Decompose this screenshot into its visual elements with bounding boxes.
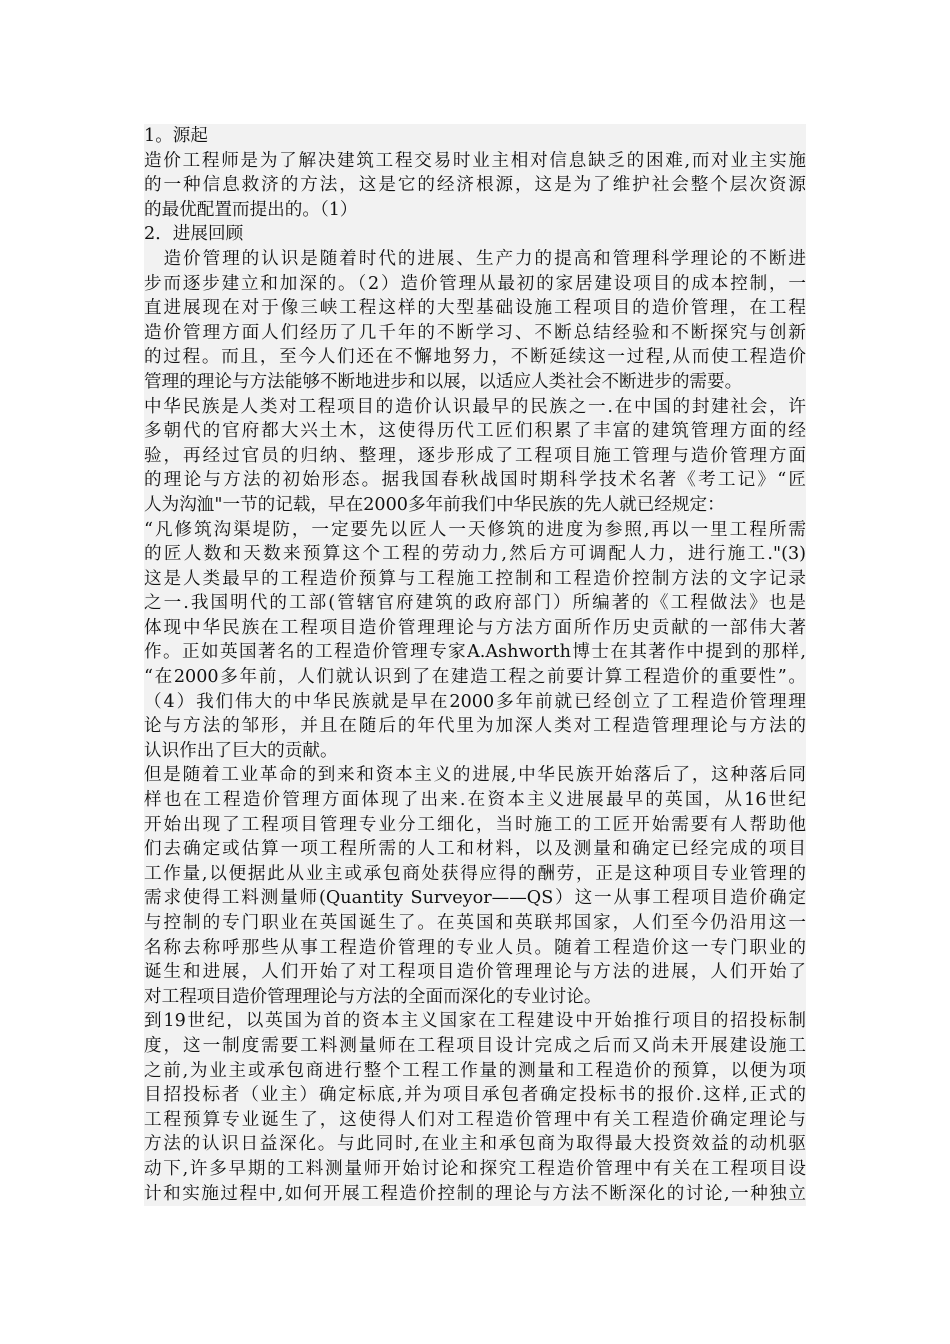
text-line: 与控制的专门职业在英国诞生了。在英国和英联邦国家，人们至今仍沿用这一 — [144, 913, 806, 933]
text-line: 管理的理论与方法能够不断地进步和以展，以适应人类社会不断进步的需要。 — [144, 371, 743, 392]
text-line: 的匠人数和天数来预算这个工程的劳动力,然后方可调配人力，进行施工."(3) — [144, 544, 806, 565]
text-line: 造价工程师是为了解决建筑工程交易时业主相对信息缺乏的困难,而对业主实施 — [144, 150, 806, 171]
text-line: 对工程项目造价管理理论与方法的全面而深化的专业讨论。 — [144, 986, 602, 1007]
text-line: 直进展现在对于像三峡工程这样的大型基础设施工程项目的造价管理，在工程 — [144, 298, 806, 319]
text-line: 动下,许多早期的工料测量师开始讨论和探究工程造价管理中有关在工程项目设 — [144, 1158, 806, 1179]
text-line: 需求使得工料测量师(Quantity Surveyor——QS）这一从事工程项目造价确定 — [144, 888, 806, 909]
text-line: 作。正如英国著名的工程造价管理专家A.Ashworth博士在其著作中提到的那样, — [144, 642, 806, 663]
text-line: 验，再经过官员的归纳、整理，逐步形成了工程项目施工管理与造价管理方面 — [144, 445, 806, 466]
text-line: “在2000多年前，人们就认识到了在建造工程之前要计算工程造价的重要性”。 — [144, 667, 806, 688]
text-line: 认识作出了巨大的贡献。 — [144, 740, 338, 761]
text-line: 工作量,以便据此从业主或承包商处获得应得的酬劳，正是这种项目专业管理的 — [144, 863, 806, 884]
text-line: 工程预算专业诞生了，这使得人们对工程造价管理中有关工程造价确定理论与 — [144, 1109, 806, 1130]
text-line: 之前,为业主或承包商进行整个工程工作量的测量和工程造价的预算，以便为项 — [144, 1060, 806, 1081]
text-line: 计和实施过程中,如何开展工程造价控制的理论与方法不断深化的讨论,一种独立 — [144, 1183, 806, 1204]
text-line: 造价管理方面人们经历了几千年的不断学习、不断总结经验和不断探究与创新 — [144, 322, 806, 343]
text-line: 样也在工程造价管理方面体现了出来.在资本主义进展最早的英国，从16世纪 — [144, 790, 806, 811]
text-line: 之一.我国明代的工部(管辖官府建筑的政府部门）所编著的《工程做法》也是 — [144, 593, 806, 614]
section-heading: 1。源起 — [144, 126, 208, 146]
text-line: 到19世纪，以英国为首的资本主义国家在工程建设中开始推行项目的招投标制 — [144, 1011, 806, 1032]
text-line: 步而逐步建立和加深的。（2）造价管理从最初的家居建设项目的成本控制，一 — [144, 273, 806, 294]
text-line: 们去确定或估算一项工程所需的人工和材料，以及测量和确定已经完成的项目 — [144, 839, 806, 860]
text-line: 造价管理的认识是随着时代的进展、生产力的提高和管理科学理论的不断进 — [144, 248, 806, 269]
text-line: 目招投标者（业主）确定标底,并为项目承包者确定投标书的报价.这样,正式的 — [144, 1085, 806, 1106]
text-line: 度，这一制度需要工料测量师在工程项目设计完成之后而又尚未开展建设施工 — [144, 1035, 806, 1056]
section-heading: 2．进展回顾 — [144, 224, 244, 245]
text-line: 多朝代的官府都大兴土木，这使得历代工匠们积累了丰富的建筑管理方面的经 — [144, 421, 806, 442]
text-line: 的一种信息救济的方法，这是它的经济根源，这是为了维护社会整个层次资源 — [144, 175, 806, 196]
text-line: 名称去称呼那些从事工程造价管理的专业人员。随着工程造价这一专门职业的 — [144, 937, 806, 958]
text-line: 人为沟洫"一节的记载，早在2000多年前我们中华民族的先人就已经规定： — [144, 494, 725, 515]
text-line: （4）我们伟大的中华民族就是早在2000多年前就已经创立了工程造价管理理 — [144, 691, 806, 712]
text-line: 论与方法的邹形，并且在随后的年代里为加深人类对工程造管理理论与方法的 — [144, 716, 806, 737]
text-line: 中华民族是人类对工程项目的造价认识最早的民族之一.在中国的封建社会，许 — [144, 396, 806, 417]
text-line: 开始出现了工程项目管理专业分工细化，当时施工的工匠开始需要有人帮助他 — [144, 814, 806, 835]
text-line: 但是随着工业革命的到来和资本主义的进展,中华民族开始落后了，这种落后同 — [144, 765, 806, 786]
text-line: 的最优配置而提出的。（1） — [144, 199, 358, 220]
text-line: “凡修筑沟渠堤防，一定要先以匠人一天修筑的进度为参照,再以一里工程所需 — [144, 519, 806, 540]
text-line: 这是人类最早的工程造价预算与工程施工控制和工程造价控制方法的文字记录 — [144, 568, 806, 589]
text-line: 的理论与方法的初始形态。据我国春秋战国时期科学技术名著《考工记》“匠 — [144, 470, 806, 491]
text-line: 诞生和进展，人们开始了对工程项目造价管理理论与方法的进展，人们开始了 — [144, 962, 806, 983]
document-page — [144, 124, 806, 1206]
text-line: 的过程。而且，至今人们还在不懈地努力，不断延续这一过程,从而使工程造价 — [144, 347, 806, 368]
text-line: 方法的认识日益深化。与此同时,在业主和承包商为取得最大投资效益的动机驱 — [144, 1134, 806, 1155]
text-line: 体现中华民族在工程项目造价管理理论与方法方面所作历史贡献的一部伟大著 — [144, 617, 806, 638]
